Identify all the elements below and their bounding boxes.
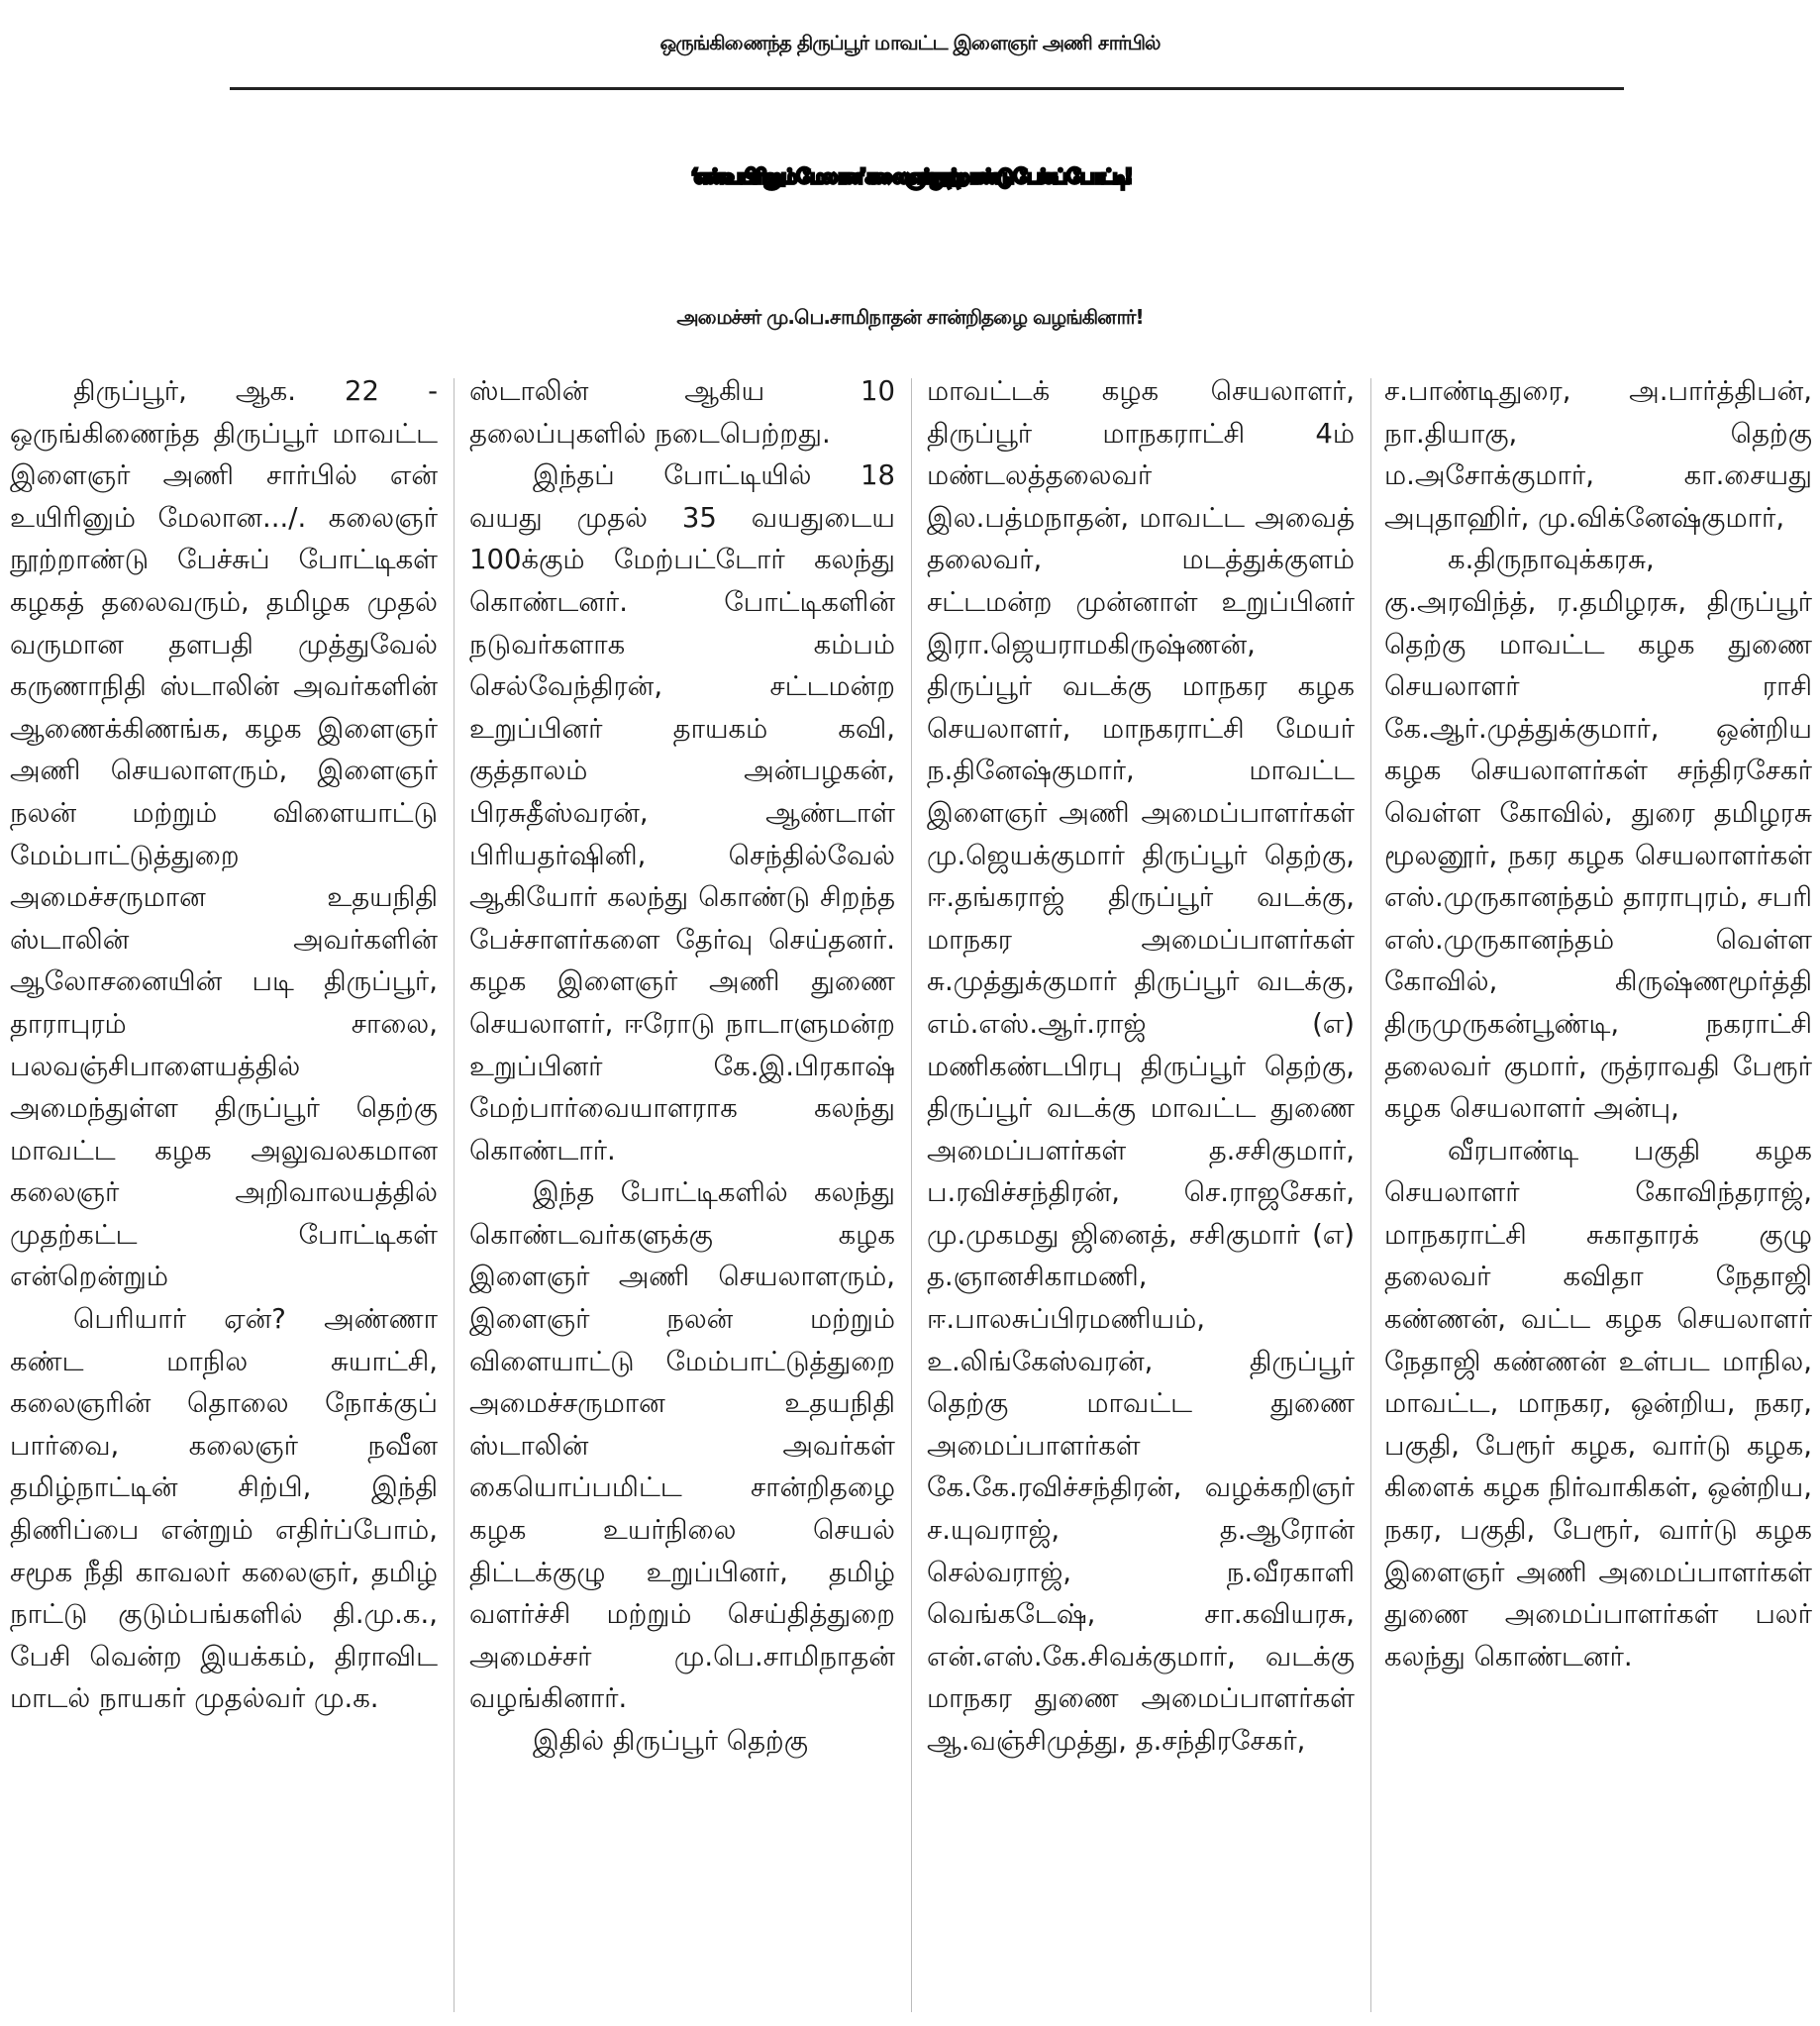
article-column-1	[10, 370, 438, 2014]
paragraph: இந்த போட்டிகளில் கலந்து கொண்டவர்களுக்கு கழக இளைஞர் அணி செயலாளரும், இளைஞர் நலன் மற்றும் விளையாட்டு மேம்பாட்டுத்துறை அமைச்சருமான உதயநிதி ஸ்டாலின் அவர்கள் கையொப்பமிட்ட சான்றிதழை கழக உயர்நிலை செயல் திட்டக்குழு உறுப்பினர், தமிழ் வளர்ச்சி மற்றும் செய்தித்துறை அமைச்சர் மு.பெ.சாமிநாதன் வழங்கினார்.	[469, 1176, 895, 1715]
headline: ‘என் உயிரினும் மேலான’ கலைஞர் நூற்றாண்டு பேச்சுப் போட்டி!	[690, 164, 1130, 188]
subheadline: அமைச்சர் மு.பெ.சாமிநாதன் சான்றிதழை வழங்கினார்!	[676, 305, 1144, 329]
column-divider	[454, 378, 455, 2012]
paragraph: ச.பாண்டிதுரை, அ.பார்த்திபன், நா.தியாகு, தெற்கு ம.அசோக்குமார், கா.சையது அபுதாஹிர், மு.விக்னேஷ்குமார்,	[1384, 375, 1812, 534]
paragraph: பெரியார் ஏன்? அண்ணா கண்ட மாநில சுயாட்சி, கலைஞரின் தொலை நோக்குப் பார்வை, கலைஞர் நவீன தமிழ்நாட்டின் சிற்பி, இந்தி திணிப்பை என்றும் எதிர்ப்போம், சமூக நீதி காவலர் கலைஞர், தமிழ் நாட்டு குடும்பங்களில் தி.மு.க., பேசி வென்ற இயக்கம், திராவிட மாடல் நாயகர் முதல்வர் மு.க.	[10, 1303, 438, 1715]
article-column-3	[927, 370, 1355, 2014]
column-divider	[911, 378, 912, 2012]
kicker-underline	[230, 87, 1624, 90]
paragraph: வீரபாண்டி பகுதி கழக செயலாளர் கோவிந்தராஜ், மாநகராட்சி சுகாதாரக் குழு தலைவர் கவிதா நேதாஜி கண்ணன், வட்ட கழக செயலாளர் நேதாஜி கண்ணன் உள்பட மாநில, மாவட்ட, மாநகர, ஒன்றிய, நகர, பகுதி, பேரூர் கழக, வார்டு கழக, கிளைக் கழக நிர்வாகிகள், ஒன்றிய, நகர, பகுதி, பேரூர், வார்டு கழக இளைஞர் அணி அமைப்பாளர்கள் துணை அமைப்பாளர்கள் பலர் கலந்து கொண்டனர்.	[1384, 1134, 1812, 1672]
paragraph: இதில் திருப்பூர் தெற்கு	[533, 1725, 809, 1757]
paragraph: மாவட்டக் கழக செயலாளர், திருப்பூர் மாநகராட்சி 4ம் மண்டலத்தலைவர் இல.பத்மநாதன், மாவட்ட அவைத் தலைவர், மடத்துக்குளம் சட்டமன்ற முன்னாள் உறுப்பினர் இரா.ஜெயராமகிருஷ்ணன், திருப்பூர் வடக்கு மாநகர கழக செயலாளர், மாநகராட்சி மேயர் ந.தினேஷ்குமார், மாவட்ட இளைஞர் அணி அமைப்பாளர்கள் மு.ஜெயக்குமார் திருப்பூர் தெற்கு, ஈ.தங்கராஜ் திருப்பூர் வடக்கு, மாநகர அமைப்பாளர்கள் சு.முத்துக்குமார் திருப்பூர் வடக்கு, எம்.எஸ்.ஆர்.ராஜ் (எ) மணிகண்டபிரபு திருப்பூர் தெற்கு, திருப்பூர் வடக்கு மாவட்ட துணை அமைப்பளர்கள் த.சசிகுமார், ப.ரவிச்சந்திரன், செ.ராஜசேகர், மு.முகமது ஜினைத், சசிகுமார் (எ) த.ஞானசிகாமணி, ஈ.பாலசுப்பிரமணியம், உ.லிங்கேஸ்வரன், திருப்பூர் தெற்கு மாவட்ட துணை அமைப்பாளர்கள் கே.கே.ரவிச்சந்திரன், வழக்கறிஞர் ச.யுவராஜ், த.ஆரோன் செல்வராஜ், ந.வீரகாளி வெங்கடேஷ், சா.கவியரசு, என்.எஸ்.கே.சிவக்குமார், வடக்கு மாநகர துணை அமைப்பாளர்கள் ஆ.வஞ்சிமுத்து, த.சந்திரசேகர்,	[927, 375, 1355, 1757]
paragraph: திருப்பூர், ஆக. 22 - ஒருங்கிணைந்த திருப்பூர் மாவட்ட இளைஞர் அணி சார்பில் என் உயிரினும் மேலான.../. கலைஞர் நூற்றாண்டு பேச்சுப் போட்டிகள் கழகத் தலைவரும், தமிழக முதல் வருமான தளபதி முத்துவேல் கருணாநிதி ஸ்டாலின் அவர்களின் ஆணைக்கிணங்க, கழக இளைஞர் அணி செயலாளரும், இளைஞர் நலன் மற்றும் விளையாட்டு மேம்பாட்டுத்துறை அமைச்சருமான உதயநிதி ஸ்டாலின் அவர்களின் ஆலோசனையின் படி திருப்பூர், தாராபுரம் சாலை, பலவஞ்சிபாளையத்தில் அமைந்துள்ள திருப்பூர் தெற்கு மாவட்ட கழக அலுவலகமான கலைஞர் அறிவாலயத்தில் முதற்கட்ட போட்டிகள் என்றென்றும்	[10, 375, 438, 1293]
kicker-heading: ஒருங்கிணைந்த திருப்பூர் மாவட்ட இளைஞர் அணி சார்பில்	[659, 31, 1161, 54]
paragraph: இந்தப் போட்டியில் 18 வயது முதல் 35 வயதுடைய 100க்கும் மேற்பட்டோர் கலந்து கொண்டனர். போட்டிகளின் நடுவர்களாக கம்பம் செல்வேந்திரன், சட்டமன்ற உறுப்பினர் தாயகம் கவி, குத்தாலம் அன்பழகன், பிரசுதீஸ்வரன், ஆண்டாள் பிரியதர்ஷினி, செந்தில்வேல் ஆகியோர் கலந்து கொண்டு சிறந்த பேச்சாளர்களை தேர்வு செய்தனர். கழக இளைஞர் அணி துணை செயலாளர், ஈரோடு நாடாளுமன்ற உறுப்பினர் கே.இ.பிரகாஷ் மேற்பார்வையாளராக கலந்து கொண்டார்.	[469, 459, 895, 1166]
paragraph: ஸ்டாலின் ஆகிய 10 தலைப்புகளில் நடைபெற்றது.	[469, 375, 895, 450]
article-column-4	[1384, 370, 1812, 2014]
article-body	[0, 370, 1820, 2014]
article-column-2	[469, 370, 895, 2014]
column-divider	[1370, 378, 1371, 2012]
paragraph: க.திருநாவுக்கரசு, கு.அரவிந்த், ர.தமிழரசு, திருப்பூர் தெற்கு மாவட்ட கழக துணை செயலாளர் ராசி கே.ஆர்.முத்துக்குமார், ஒன்றிய கழக செயலாளர்கள் சந்திரசேகர் வெள்ள கோவில், துரை தமிழரசு மூலனூர், நகர கழக செயலாளர்கள் எஸ்.முருகானந்தம் தாராபுரம், சபரி எஸ்.முருகானந்தம் வெள்ள கோவில், கிருஷ்ணமூர்த்தி திருமுருகன்பூண்டி, நகராட்சி தலைவர் குமார், ருத்ராவதி பேரூர் கழக செயலாளர் அன்பு,	[1384, 544, 1812, 1125]
